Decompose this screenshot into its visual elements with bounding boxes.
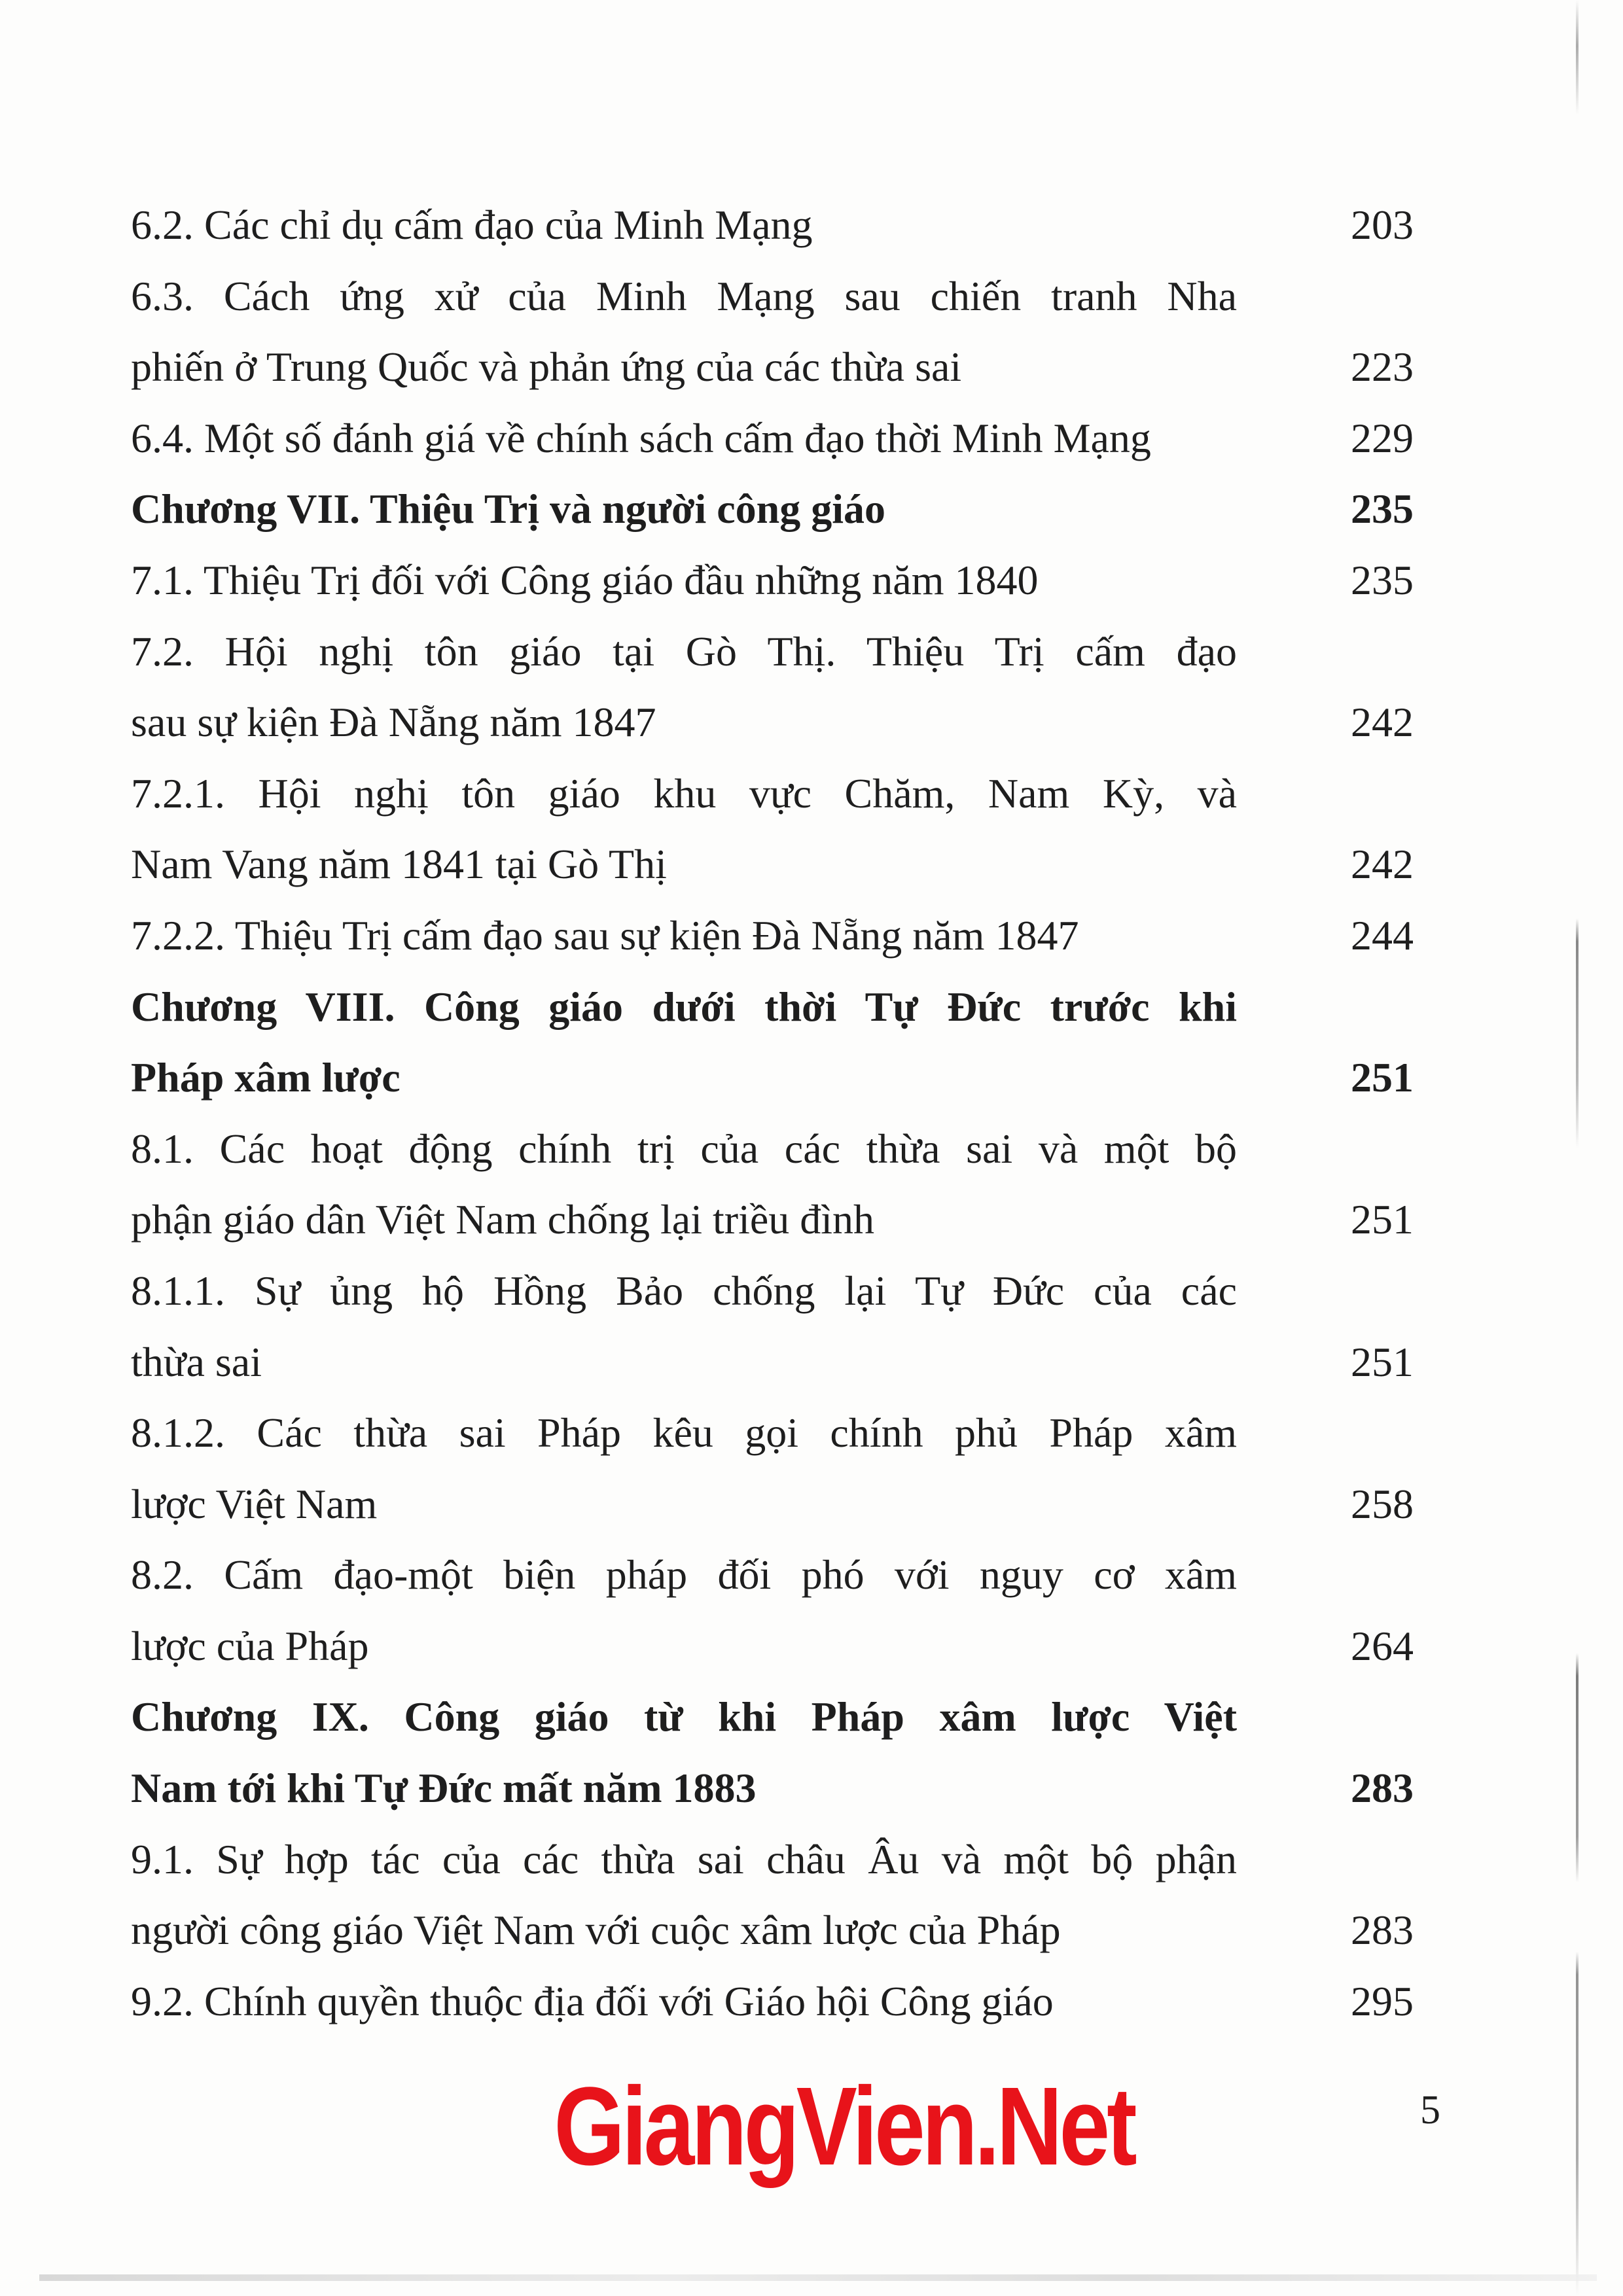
toc-entry-title: 8.2. Cấm đạo-một biện pháp đối phó với nguy cơ xâm: [131, 1551, 1237, 1598]
toc-entry-7-2: [131, 616, 1414, 758]
toc-chapter-8: [131, 972, 1414, 1114]
toc-entry-6-3: [131, 261, 1414, 403]
toc-page-number: 258: [1351, 1480, 1414, 1527]
toc-page-number: 244: [1351, 911, 1414, 959]
toc-entry-title: 6.2. Các chỉ dụ cấm đạo của Minh Mạng: [131, 202, 813, 248]
toc-entry-8-1-1: [131, 1256, 1414, 1398]
toc-entry-7-1: [131, 545, 1414, 616]
toc-entry-title: 8.1.2. Các thừa sai Pháp kêu gọi chính phủ Pháp xâm: [131, 1409, 1237, 1457]
toc-page-number: 264: [1351, 1622, 1414, 1669]
toc-entry-title-cont: lược Việt Nam: [131, 1480, 378, 1527]
table-of-contents: [131, 190, 1414, 2037]
toc-entry-title-cont: phận giáo dân Việt Nam chống lại triều đình: [131, 1196, 875, 1243]
toc-chapter-title-cont: Pháp xâm lược: [131, 1054, 401, 1101]
page-number: 5: [1420, 2088, 1440, 2132]
toc-page-number: 295: [1351, 1977, 1414, 2024]
toc-page-number: 251: [1351, 1338, 1414, 1385]
toc-entry-title: 8.1. Các hoạt động chính trị của các thừa sai và một bộ: [131, 1125, 1237, 1172]
toc-page-number: 229: [1351, 414, 1414, 461]
toc-entry-8-2: [131, 1540, 1414, 1682]
toc-entry-6-2: [131, 190, 1414, 261]
toc-entry-7-2-1: [131, 758, 1414, 900]
toc-page-number: 242: [1351, 841, 1414, 888]
toc-chapter-title: Chương IX. Công giáo từ khi Pháp xâm lược Việt: [131, 1693, 1237, 1740]
toc-page-number: 235: [1351, 556, 1414, 603]
scan-edge-bottom: [39, 2274, 1597, 2281]
toc-entry-title: 7.2.1. Hội nghị tôn giáo khu vực Chăm, Nam Kỳ, và: [131, 769, 1237, 817]
toc-entry-8-1: [131, 1114, 1414, 1256]
toc-entry-title-cont: lược của Pháp: [131, 1622, 369, 1669]
toc-entry-9-1: [131, 1824, 1414, 1966]
toc-entry-title: 9.1. Sự hợp tác của các thừa sai châu Âu và một bộ phận: [131, 1835, 1237, 1882]
toc-entry-title-cont: Nam Vang năm 1841 tại Gò Thị: [131, 841, 667, 888]
toc-chapter-title-cont: Nam tới khi Tự Đức mất năm 1883: [131, 1765, 757, 1812]
toc-chapter-title: Chương VIII. Công giáo dưới thời Tự Đức trước khi: [131, 983, 1237, 1030]
watermark-logo: GiangVien.Net: [554, 2064, 1134, 2189]
toc-page-number: 251: [1351, 1196, 1414, 1243]
toc-entry-title: 7.2.2. Thiệu Trị cấm đạo sau sự kiện Đà Nẵng năm 1847: [131, 911, 1079, 959]
toc-page-number: 283: [1351, 1907, 1414, 1954]
toc-chapter-7: [131, 474, 1414, 545]
toc-entry-7-2-2: [131, 900, 1414, 972]
toc-chapter-9: [131, 1682, 1414, 1824]
toc-entry-8-1-2: [131, 1398, 1414, 1540]
toc-page-number: 251: [1351, 1054, 1414, 1101]
toc-entry-title: 6.4. Một số đánh giá về chính sách cấm đạo thời Minh Mạng: [131, 414, 1151, 461]
toc-entry-6-4: [131, 403, 1414, 474]
toc-entry-title: 8.1.1. Sự ủng hộ Hồng Bảo chống lại Tự Đức của các: [131, 1267, 1237, 1314]
scan-edge-right: [1576, 0, 1578, 2296]
toc-entry-title-cont: phiến ở Trung Quốc và phản ứng của các thừa sai: [131, 344, 962, 391]
toc-page-number: 235: [1351, 486, 1414, 533]
toc-page-number: 203: [1351, 202, 1414, 248]
toc-entry-title: 9.2. Chính quyền thuộc địa đối với Giáo hội Công giáo: [131, 1977, 1054, 2024]
toc-entry-title: 7.2. Hội nghị tôn giáo tại Gò Thị. Thiệu Trị cấm đạo: [131, 627, 1237, 675]
toc-entry-title-cont: sau sự kiện Đà Nẵng năm 1847: [131, 699, 656, 746]
toc-page-number: 223: [1351, 344, 1414, 391]
toc-entry-title-cont: thừa sai: [131, 1338, 262, 1385]
toc-chapter-title: Chương VII. Thiệu Trị và người công giáo: [131, 486, 885, 533]
toc-page-number: 283: [1351, 1765, 1414, 1812]
toc-entry-title-cont: người công giáo Việt Nam với cuộc xâm lược của Pháp: [131, 1907, 1061, 1954]
toc-entry-9-2: [131, 1966, 1414, 2038]
toc-page-number: 242: [1351, 699, 1414, 746]
toc-entry-title: 7.1. Thiệu Trị đối với Công giáo đầu những năm 1840: [131, 556, 1039, 603]
toc-entry-title: 6.3. Cách ứng xử của Minh Mạng sau chiến tranh Nha: [131, 272, 1237, 319]
